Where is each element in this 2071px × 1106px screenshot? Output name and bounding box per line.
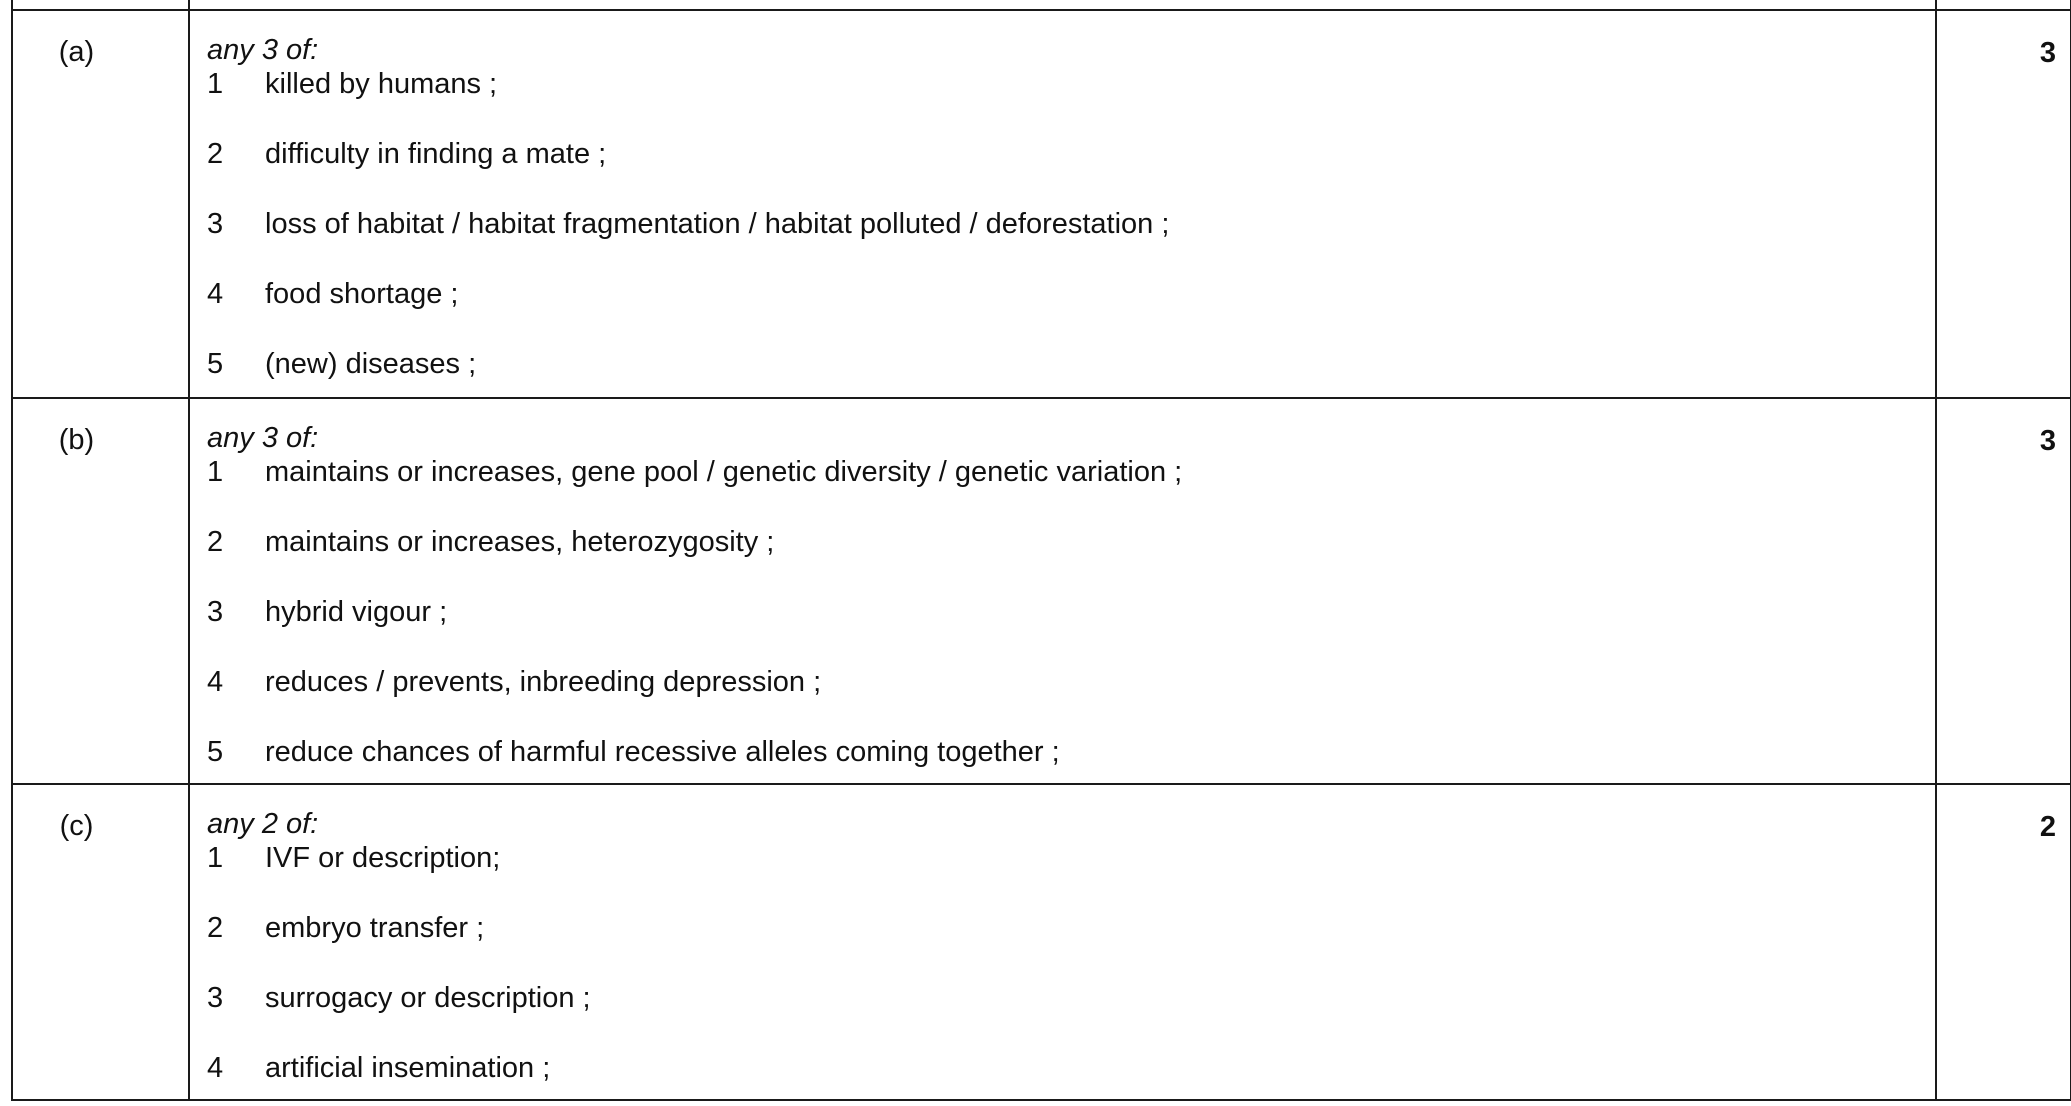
point-number: 3 [207,208,224,240]
part-label: (a) [58,36,95,68]
answer-point [207,841,1935,876]
point-number: 2 [207,138,224,170]
point-number: 4 [207,278,224,310]
answer-point [207,735,1935,770]
point-text: surrogacy or description ; [265,982,591,1014]
answer-instruction: any 2 of: [207,808,319,840]
table-row [12,784,2071,1100]
mark-cell [1936,784,2071,1100]
answer-point [207,277,1935,312]
answer-point-list [207,455,1935,770]
point-text: (new) diseases ; [265,348,477,380]
top-strip-part-cell [12,0,189,10]
part-cell [12,784,189,1100]
answer-point [207,665,1935,700]
answer-point [207,595,1935,630]
point-text: reduces / prevents, inbreeding depression ; [265,666,822,698]
answer-point [207,347,1935,382]
answer-cell [189,398,1936,784]
point-text: hybrid vigour ; [265,596,448,628]
answer-point [207,525,1935,560]
part-cell [12,10,189,398]
point-number: 1 [207,842,224,874]
mark-cell [1936,398,2071,784]
point-text: maintains or increases, heterozygosity ; [265,526,775,558]
point-number: 1 [207,456,224,488]
point-number: 2 [207,912,224,944]
mark-scheme-table [11,0,2071,1101]
mark-value: 3 [2039,37,2056,69]
top-strip-mark-cell [1936,0,2071,10]
part-label: (b) [58,424,95,456]
part-label: (c) [59,810,94,842]
top-strip-answer-cell [189,0,1936,10]
answer-point [207,455,1935,490]
answer-point [207,137,1935,172]
answer-point [207,911,1935,946]
point-text: artificial insemination ; [265,1052,551,1084]
answer-point [207,1051,1935,1086]
answer-point [207,981,1935,1016]
point-number: 5 [207,348,224,380]
answer-point-list [207,841,1935,1086]
point-number: 4 [207,1052,224,1084]
part-cell [12,398,189,784]
mark-value: 2 [2039,811,2056,843]
answer-cell [189,10,1936,398]
mark-value: 3 [2039,425,2056,457]
answer-cell [189,784,1936,1100]
point-text: embryo transfer ; [265,912,485,944]
answer-instruction: any 3 of: [207,422,319,454]
table-row [12,10,2071,398]
answer-instruction: any 3 of: [207,34,319,66]
answer-point [207,207,1935,242]
point-number: 3 [207,982,224,1014]
point-number: 4 [207,666,224,698]
point-text: difficulty in finding a mate ; [265,138,607,170]
point-number: 1 [207,68,224,100]
point-text: food shortage ; [265,278,459,310]
point-number: 3 [207,596,224,628]
table-top-strip [12,0,2071,10]
answer-point [207,67,1935,102]
point-text: loss of habitat / habitat fragmentation / habitat polluted / deforestation ; [265,208,1170,240]
table-row [12,398,2071,784]
point-text: maintains or increases, gene pool / genetic diversity / genetic variation ; [265,456,1183,488]
point-text: reduce chances of harmful recessive alleles coming together ; [265,736,1060,768]
point-number: 5 [207,736,224,768]
answer-point-list [207,67,1935,382]
point-text: killed by humans ; [265,68,498,100]
mark-cell [1936,10,2071,398]
point-text: IVF or description; [265,842,501,874]
point-number: 2 [207,526,224,558]
